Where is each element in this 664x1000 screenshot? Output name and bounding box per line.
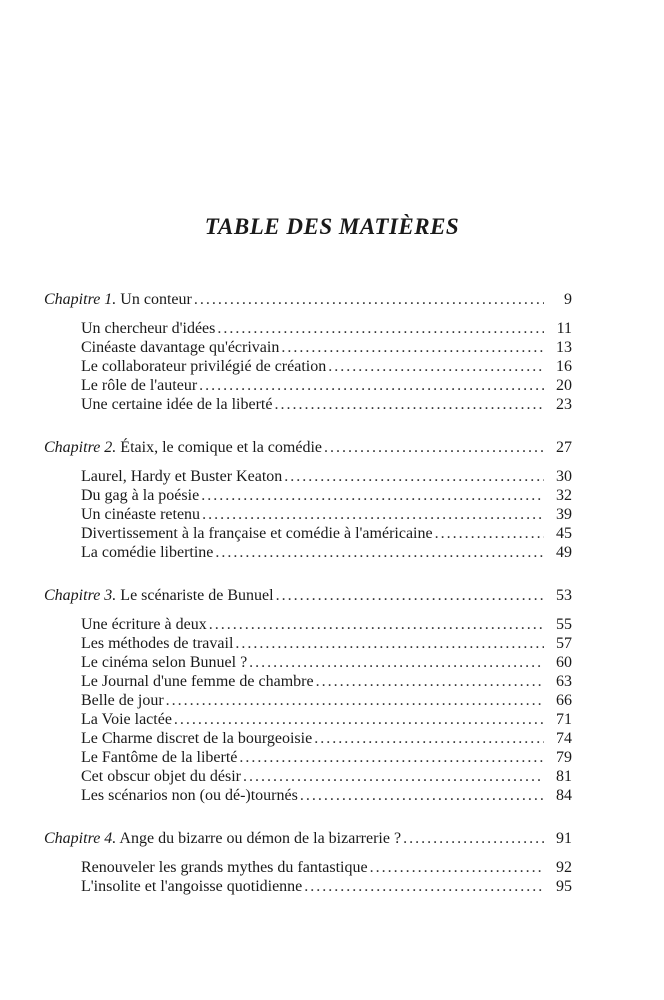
chapter-heading xyxy=(44,290,572,309)
chapter-heading xyxy=(44,586,572,605)
toc-entry xyxy=(44,357,572,376)
dot-leader xyxy=(209,615,544,634)
dot-leader xyxy=(328,357,544,376)
entry-title: Une certaine idée de la liberté xyxy=(81,396,273,413)
entry-page-number: 11 xyxy=(556,320,572,337)
chapter-page-number: 91 xyxy=(556,830,572,847)
toc-entry xyxy=(44,653,572,672)
chapter-section xyxy=(44,290,572,414)
dot-leader xyxy=(194,290,544,309)
entry-page-number: 79 xyxy=(556,749,572,766)
dot-leader xyxy=(166,691,544,710)
entry-title: Du gag à la poésie xyxy=(81,487,200,504)
entry-title: Le Journal d'une femme de chambre xyxy=(81,673,314,690)
chapter-prefix: Chapitre 1. xyxy=(44,291,117,308)
entry-title: Divertissement à la française et comédie à l'américaine xyxy=(81,525,433,542)
dot-leader xyxy=(435,524,544,543)
entry-title: Les méthodes de travail xyxy=(81,635,234,652)
chapter-label xyxy=(44,586,274,605)
toc-entry xyxy=(44,505,572,524)
dot-leader xyxy=(324,438,544,457)
entry-page-number: 30 xyxy=(556,468,572,485)
chapter-section xyxy=(44,438,572,562)
entry-title: Un chercheur d'idées xyxy=(81,320,216,337)
toc-entry xyxy=(44,710,572,729)
dot-leader xyxy=(215,543,544,562)
toc-entry xyxy=(44,338,572,357)
dot-leader xyxy=(304,877,544,896)
dot-leader xyxy=(403,829,544,848)
dot-leader xyxy=(199,376,544,395)
toc-entry xyxy=(44,467,572,486)
entry-title: Belle de jour xyxy=(81,692,164,709)
entry-page-number: 23 xyxy=(556,396,572,413)
entry-title: Le Fantôme de la liberté xyxy=(81,749,238,766)
entry-title: Cinéaste davantage qu'écrivain xyxy=(81,339,280,356)
toc-entry xyxy=(44,729,572,748)
chapter-title: Un conteur xyxy=(120,291,192,308)
entry-page-number: 57 xyxy=(556,635,572,652)
toc-entry xyxy=(44,376,572,395)
entry-page-number: 66 xyxy=(556,692,572,709)
entry-page-number: 32 xyxy=(556,487,572,504)
dot-leader xyxy=(276,586,544,605)
dot-leader xyxy=(239,748,544,767)
entry-page-number: 20 xyxy=(556,377,572,394)
page-title: TABLE DES MATIÈRES xyxy=(204,214,460,239)
toc-entry xyxy=(44,767,572,786)
dot-leader xyxy=(300,786,544,805)
toc-entry xyxy=(44,786,572,805)
toc-entry xyxy=(44,395,572,414)
entry-page-number: 16 xyxy=(556,358,572,375)
toc-entry xyxy=(44,877,572,896)
entry-title: Les scénarios non (ou dé-)tournés xyxy=(81,787,298,804)
chapter-heading xyxy=(44,829,572,848)
entry-page-number: 45 xyxy=(556,525,572,542)
chapter-section xyxy=(44,586,572,805)
entry-page-number: 92 xyxy=(556,859,572,876)
dot-leader xyxy=(316,672,544,691)
dot-leader xyxy=(281,338,544,357)
table-of-contents xyxy=(44,290,572,920)
toc-entry xyxy=(44,524,572,543)
chapter-title: Le scénariste de Bunuel xyxy=(120,587,274,604)
toc-entry xyxy=(44,486,572,505)
entry-page-number: 95 xyxy=(556,878,572,895)
dot-leader xyxy=(235,634,544,653)
chapter-label xyxy=(44,290,192,309)
entry-page-number: 60 xyxy=(556,654,572,671)
entry-title: La comédie libertine xyxy=(81,544,214,561)
dot-leader xyxy=(201,486,544,505)
entry-page-number: 84 xyxy=(556,787,572,804)
entry-page-number: 55 xyxy=(556,616,572,633)
toc-entry xyxy=(44,634,572,653)
entry-page-number: 81 xyxy=(556,768,572,785)
dot-leader xyxy=(243,767,544,786)
chapter-prefix: Chapitre 2. xyxy=(44,439,117,456)
entry-title: Une écriture à deux xyxy=(81,616,207,633)
toc-entry xyxy=(44,543,572,562)
entry-title: Laurel, Hardy et Buster Keaton xyxy=(81,468,283,485)
chapter-section xyxy=(44,829,572,896)
entry-page-number: 13 xyxy=(556,339,572,356)
dot-leader xyxy=(217,319,544,338)
chapter-page-number: 27 xyxy=(556,439,572,456)
entry-title: La Voie lactée xyxy=(81,711,172,728)
toc-entry xyxy=(44,858,572,877)
dot-leader xyxy=(202,505,544,524)
chapter-page-number: 53 xyxy=(556,587,572,604)
dot-leader xyxy=(314,729,544,748)
entry-page-number: 49 xyxy=(556,544,572,561)
entry-title: Un cinéaste retenu xyxy=(81,506,201,523)
dot-leader xyxy=(174,710,544,729)
entry-title: L'insolite et l'angoisse quotidienne xyxy=(81,878,303,895)
dot-leader xyxy=(249,653,544,672)
chapter-label xyxy=(44,829,401,848)
dot-leader xyxy=(370,858,544,877)
toc-entry xyxy=(44,319,572,338)
toc-entry xyxy=(44,691,572,710)
entry-title: Le collaborateur privilégié de création xyxy=(81,358,327,375)
toc-entry xyxy=(44,615,572,634)
toc-entry xyxy=(44,672,572,691)
chapter-heading xyxy=(44,438,572,457)
entry-page-number: 74 xyxy=(556,730,572,747)
entry-title: Le Charme discret de la bourgeoisie xyxy=(81,730,313,747)
entry-title: Le rôle de l'auteur xyxy=(81,377,198,394)
chapter-prefix: Chapitre 4. xyxy=(44,830,117,847)
chapter-prefix: Chapitre 3. xyxy=(44,587,117,604)
entry-title: Renouveler les grands mythes du fantastique xyxy=(81,859,368,876)
entry-page-number: 71 xyxy=(556,711,572,728)
entry-page-number: 39 xyxy=(556,506,572,523)
toc-entry xyxy=(44,748,572,767)
chapter-page-number: 9 xyxy=(564,291,572,308)
chapter-title: Étaix, le comique et la comédie xyxy=(120,439,322,456)
dot-leader xyxy=(274,395,544,414)
chapter-label xyxy=(44,438,322,457)
entry-title: Le cinéma selon Bunuel ? xyxy=(81,654,248,671)
entry-page-number: 63 xyxy=(556,673,572,690)
dot-leader xyxy=(284,467,544,486)
entry-title: Cet obscur objet du désir xyxy=(81,768,241,785)
chapter-title: Ange du bizarre ou démon de la bizarrerie ? xyxy=(119,830,402,847)
